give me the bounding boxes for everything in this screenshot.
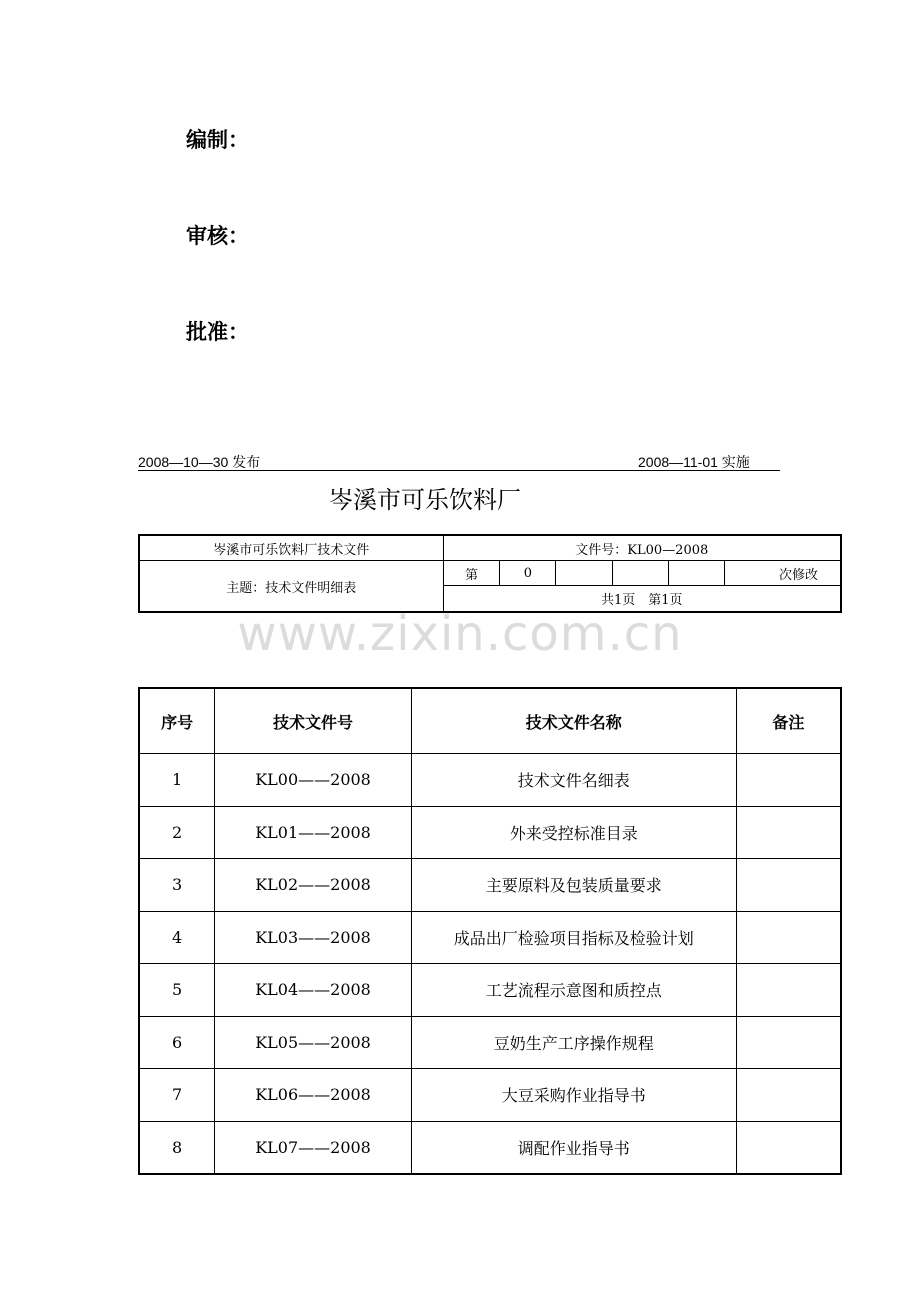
cell-name: 主要原料及包装质量要求 — [411, 859, 736, 912]
cell-note — [736, 911, 841, 964]
cell-note — [736, 1069, 841, 1122]
file-no-cell: 文件号：KL00—2008 — [443, 535, 841, 561]
document-header-table — [138, 534, 842, 613]
cell-note — [736, 754, 841, 807]
cell-note — [736, 964, 841, 1017]
review-label: 审核： — [186, 224, 249, 248]
table-header-row — [139, 688, 841, 754]
header-name: 技术文件名称 — [411, 688, 736, 754]
cell-no: 1 — [139, 754, 215, 807]
cell-name: 技术文件名细表 — [411, 754, 736, 807]
table-row — [139, 859, 841, 912]
cell-name: 调配作业指导书 — [411, 1121, 736, 1174]
cell-name: 外来受控标准目录 — [411, 806, 736, 859]
cell-no: 6 — [139, 1016, 215, 1069]
cell-no: 5 — [139, 964, 215, 1017]
cell-code: KL01——2008 — [215, 806, 411, 859]
tech-file-table — [138, 687, 842, 1175]
revision-blank-cell — [668, 561, 724, 586]
cell-code: KL02——2008 — [215, 859, 411, 912]
cell-no: 8 — [139, 1121, 215, 1174]
date-line — [138, 452, 780, 471]
table-row — [139, 1016, 841, 1069]
approve-label: 批准： — [186, 320, 249, 344]
cell-no: 3 — [139, 859, 215, 912]
table-row — [139, 1121, 841, 1174]
cell-no: 7 — [139, 1069, 215, 1122]
cell-code: KL06——2008 — [215, 1069, 411, 1122]
publish-date: 2008—10—30 发布 — [138, 454, 261, 470]
cell-note — [736, 806, 841, 859]
cell-no: 2 — [139, 806, 215, 859]
cell-note — [736, 1016, 841, 1069]
header-note: 备注 — [736, 688, 841, 754]
cell-code: KL07——2008 — [215, 1121, 411, 1174]
implement-date: 2008—11-01 实施 — [638, 454, 750, 470]
cell-code: KL04——2008 — [215, 964, 411, 1017]
revision-suffix-cell: 次修改 — [724, 561, 841, 586]
table-row — [139, 806, 841, 859]
pages-cell: 共1页 第1页 — [443, 586, 841, 612]
header-code: 技术文件号 — [215, 688, 411, 754]
cell-code: KL00——2008 — [215, 754, 411, 807]
table-row — [139, 754, 841, 807]
cell-no: 4 — [139, 911, 215, 964]
table-row — [139, 964, 841, 1017]
cell-note — [736, 859, 841, 912]
factory-title — [0, 480, 920, 515]
cell-name: 成品出厂检验项目指标及检验计划 — [411, 911, 736, 964]
revision-value-cell: 0 — [500, 561, 556, 586]
cell-code: KL05——2008 — [215, 1016, 411, 1069]
cell-note — [736, 1121, 841, 1174]
revision-blank-cell — [556, 561, 613, 586]
table-row — [139, 911, 841, 964]
cell-name: 豆奶生产工序操作规程 — [411, 1016, 736, 1069]
doc-type-cell: 岑溪市可乐饮料厂技术文件 — [139, 535, 443, 561]
factory-name: 岑溪市可乐饮料厂 — [329, 486, 521, 514]
compile-label: 编制： — [186, 128, 249, 152]
subject-cell: 主题：技术文件明细表 — [139, 561, 443, 613]
table-row — [139, 1069, 841, 1122]
cell-code: KL03——2008 — [215, 911, 411, 964]
cell-name: 工艺流程示意图和质控点 — [411, 964, 736, 1017]
revision-prefix-cell: 第 — [443, 561, 500, 586]
watermark: www.zixin.com.cn — [237, 606, 683, 662]
cell-name: 大豆采购作业指导书 — [411, 1069, 736, 1122]
header-no: 序号 — [139, 688, 215, 754]
revision-blank-cell — [613, 561, 669, 586]
